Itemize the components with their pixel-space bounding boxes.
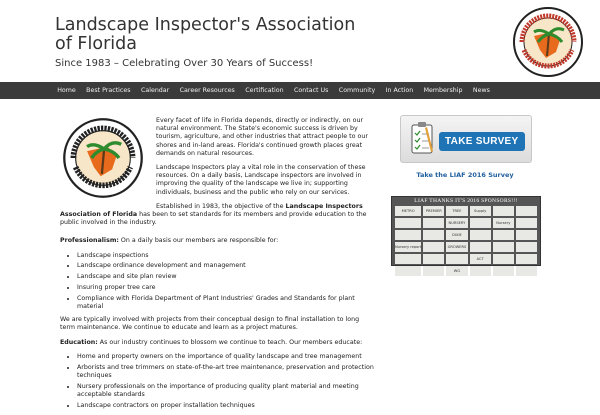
professionalism-text: On a daily basis our members are responsible for: [118,237,279,245]
list-item: • Arborists and tree trimmers on state-of-the-art tree maintenance, preservation and protection techniques [77,364,376,380]
sponsor-logo [423,218,444,228]
sponsor-logo: Nursery report [395,242,421,252]
sponsor-logo [423,266,444,276]
sponsor-logo [493,206,514,216]
education-heading [60,339,376,347]
sponsor-logo [516,230,537,240]
sponsor-logo: GROWERS [446,242,467,252]
sponsor-logo [493,254,514,264]
intro-text-end: has been to set standards for its members and provide education to the public involved in the industry. [60,211,367,227]
sponsor-logo [470,242,491,252]
sponsor-logo: Supply [470,206,491,216]
intro-paragraph-1: Every facet of life in Florida depends, directly or indirectly, on our natural environment. The State's economic success is driven by tourism, agriculture, and other industries that attract people to our shores and in-land areas. Florida's continued growth places great demands on natural resources. [156,117,368,157]
list-item: • Landscape contractors on proper installation techniques [77,402,376,410]
nav-home[interactable]: Home [57,87,76,94]
sponsor-logo: METRO [395,206,421,216]
sponsors-title: LIAF THANKS IT'S 2016 SPONSORS!!! [414,198,518,204]
association-logo-large [62,117,144,199]
sponsor-logo: DIXIE [446,230,467,240]
nav-membership[interactable]: Membership [423,87,463,94]
take-survey-button[interactable] [400,115,532,163]
org-name: Landscape Inspectors Association of Florida [60,202,363,219]
sponsor-logo [395,254,421,264]
sponsor-logo [470,230,491,240]
sponsor-logo: WG [446,266,467,276]
professionalism-label: Professionalism: [60,237,119,245]
list-item: • Insuring proper tree care [77,284,376,292]
sponsor-grid [395,206,537,276]
survey-link[interactable]: Take the LIAF 2016 Survey [416,171,514,179]
nav-in-action[interactable]: In Action [385,87,414,94]
sponsor-logo [493,230,514,240]
sponsor-logo [516,254,537,264]
sponsor-logo [516,218,537,228]
sponsor-logo: Nursery [493,218,514,228]
sponsor-logo: NURSERY [446,218,467,228]
nav-best-practices[interactable]: Best Practices [86,87,131,94]
nav-community[interactable]: Community [338,87,376,94]
sponsor-logo [470,218,491,228]
list-item: • Home and property owners on the importance of quality landscape and tree management [77,353,376,361]
list-item: • Compliance with Florida Department of Plant Industries' Grades and Standards for plant material [77,295,376,311]
main-navbar [0,82,600,99]
intro-paragraph-2: Landscape Inspectors play a vital role in the conservation of these resources. On a daily basis, Landscape inspectors are involved in improving the quality of the landscape we live in; supporting individuals, business and the public who rely on our services. [156,164,366,196]
sponsor-logo [423,230,444,240]
association-logo[interactable] [512,6,584,78]
sponsor-logo [516,242,537,252]
education-text: As our industry continues to blossom we continue to teach. Our members educate: [97,338,363,346]
sponsor-logo [423,254,444,264]
sponsor-logo [493,242,514,252]
sponsor-logo: TREE [446,206,467,216]
nav-certification[interactable]: Certification [245,87,284,94]
intro-text: Established in 1983, the objective of the [156,202,286,210]
sponsor-logo: PREMIER [423,206,444,216]
main-content [60,117,376,415]
sponsor-logo [516,266,537,276]
sponsors-banner[interactable] [391,196,541,273]
sponsor-logo [395,230,421,240]
take-survey-label: TAKE SURVEY [439,132,525,151]
tagline: Since 1983 – Celebrating Over 30 Years of Success! [55,58,314,69]
list-item: • Landscape ordinance development and management [77,262,376,270]
clipboard-icon [411,121,435,155]
list-item: • Landscape inspections [77,252,376,260]
list-item: • Nursery professionals on the importance of producing quality plant material and meeting acceptable standards [77,383,376,399]
sponsor-logo [470,266,491,276]
nav-calendar[interactable]: Calendar [140,87,170,94]
site-title[interactable]: Landscape Inspector's Association of Florida [55,15,356,54]
sponsor-logo [423,242,444,252]
intro-paragraph-3 [60,203,376,228]
sponsor-logo [395,266,421,276]
sponsor-logo [493,266,514,276]
nav-career-resources[interactable]: Career Resources [179,87,235,94]
education-label: Education: [60,338,98,346]
sponsor-logo [446,254,467,264]
sponsor-logo: ACT [470,254,491,264]
professionalism-heading [60,237,376,245]
survey-widget [400,115,530,185]
nav-news[interactable]: News [472,87,490,94]
list-item: • Landscape and site plan review [77,273,376,281]
education-list [60,353,376,410]
sponsor-logo [395,218,421,228]
sponsor-logo [516,206,537,216]
professionalism-list [60,252,376,312]
nav-contact-us[interactable]: Contact Us [294,87,329,94]
typically-paragraph: We are typically involved with projects from their conceptual design to final installation to long term maintenance. We continue to educate and learn as a project matures. [60,316,360,332]
